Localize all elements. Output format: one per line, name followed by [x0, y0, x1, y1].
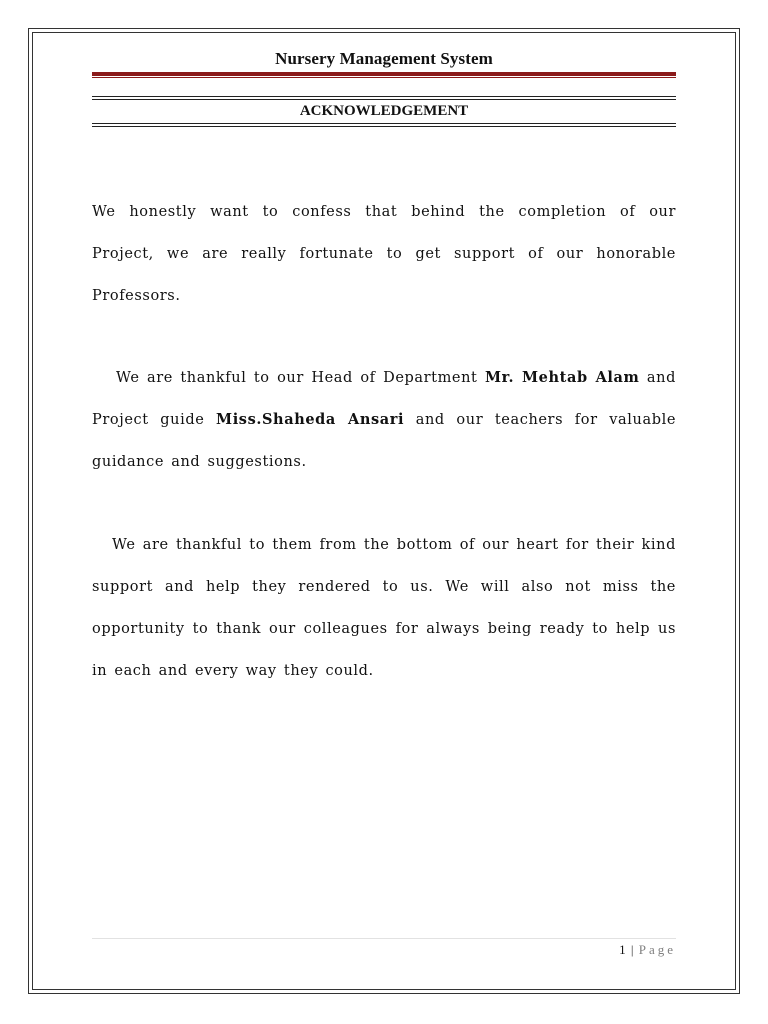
footer-rule: [92, 938, 676, 939]
page-label: Page: [638, 942, 676, 957]
section-rule-top-1: [92, 96, 676, 97]
page-footer: [92, 942, 676, 958]
paragraph-2-text-3: and our teachers for valuable guidance and suggestions.: [92, 412, 676, 470]
document-header-title: Nursery Management System: [275, 49, 493, 68]
paragraph-3: We are thankful to them from the bottom of our heart for their kind support and help they rendered to us. We will also not miss the opportunity to thank our colleagues for always being ready to help us in each and every way they could.: [92, 537, 676, 679]
head-of-department-name: Mr. Mehtab Alam: [484, 369, 640, 386]
project-guide-name: Miss.Shaheda Ansari: [216, 411, 405, 428]
section-rule-top-2: [92, 99, 676, 100]
paragraph-2: [92, 357, 676, 483]
page-number: 1: [619, 942, 626, 957]
paragraph-2-text-1: We are thankful to our Head of Department: [116, 370, 485, 386]
paragraph-2-text-2: and Project guide: [92, 370, 676, 428]
page-separator: |: [630, 942, 634, 957]
paragraph-1: We honestly want to confess that behind the completion of our Project, we are really fortunate to get support of our honorable Professors.: [92, 204, 676, 304]
header-rule-thin: [92, 77, 676, 78]
page-border-inner: [32, 32, 736, 990]
section-title: ACKNOWLEDGEMENT: [299, 103, 469, 119]
section-rule-bottom-2: [92, 126, 676, 127]
header-rule-thick: [92, 72, 676, 76]
section-rule-bottom-1: [92, 123, 676, 124]
